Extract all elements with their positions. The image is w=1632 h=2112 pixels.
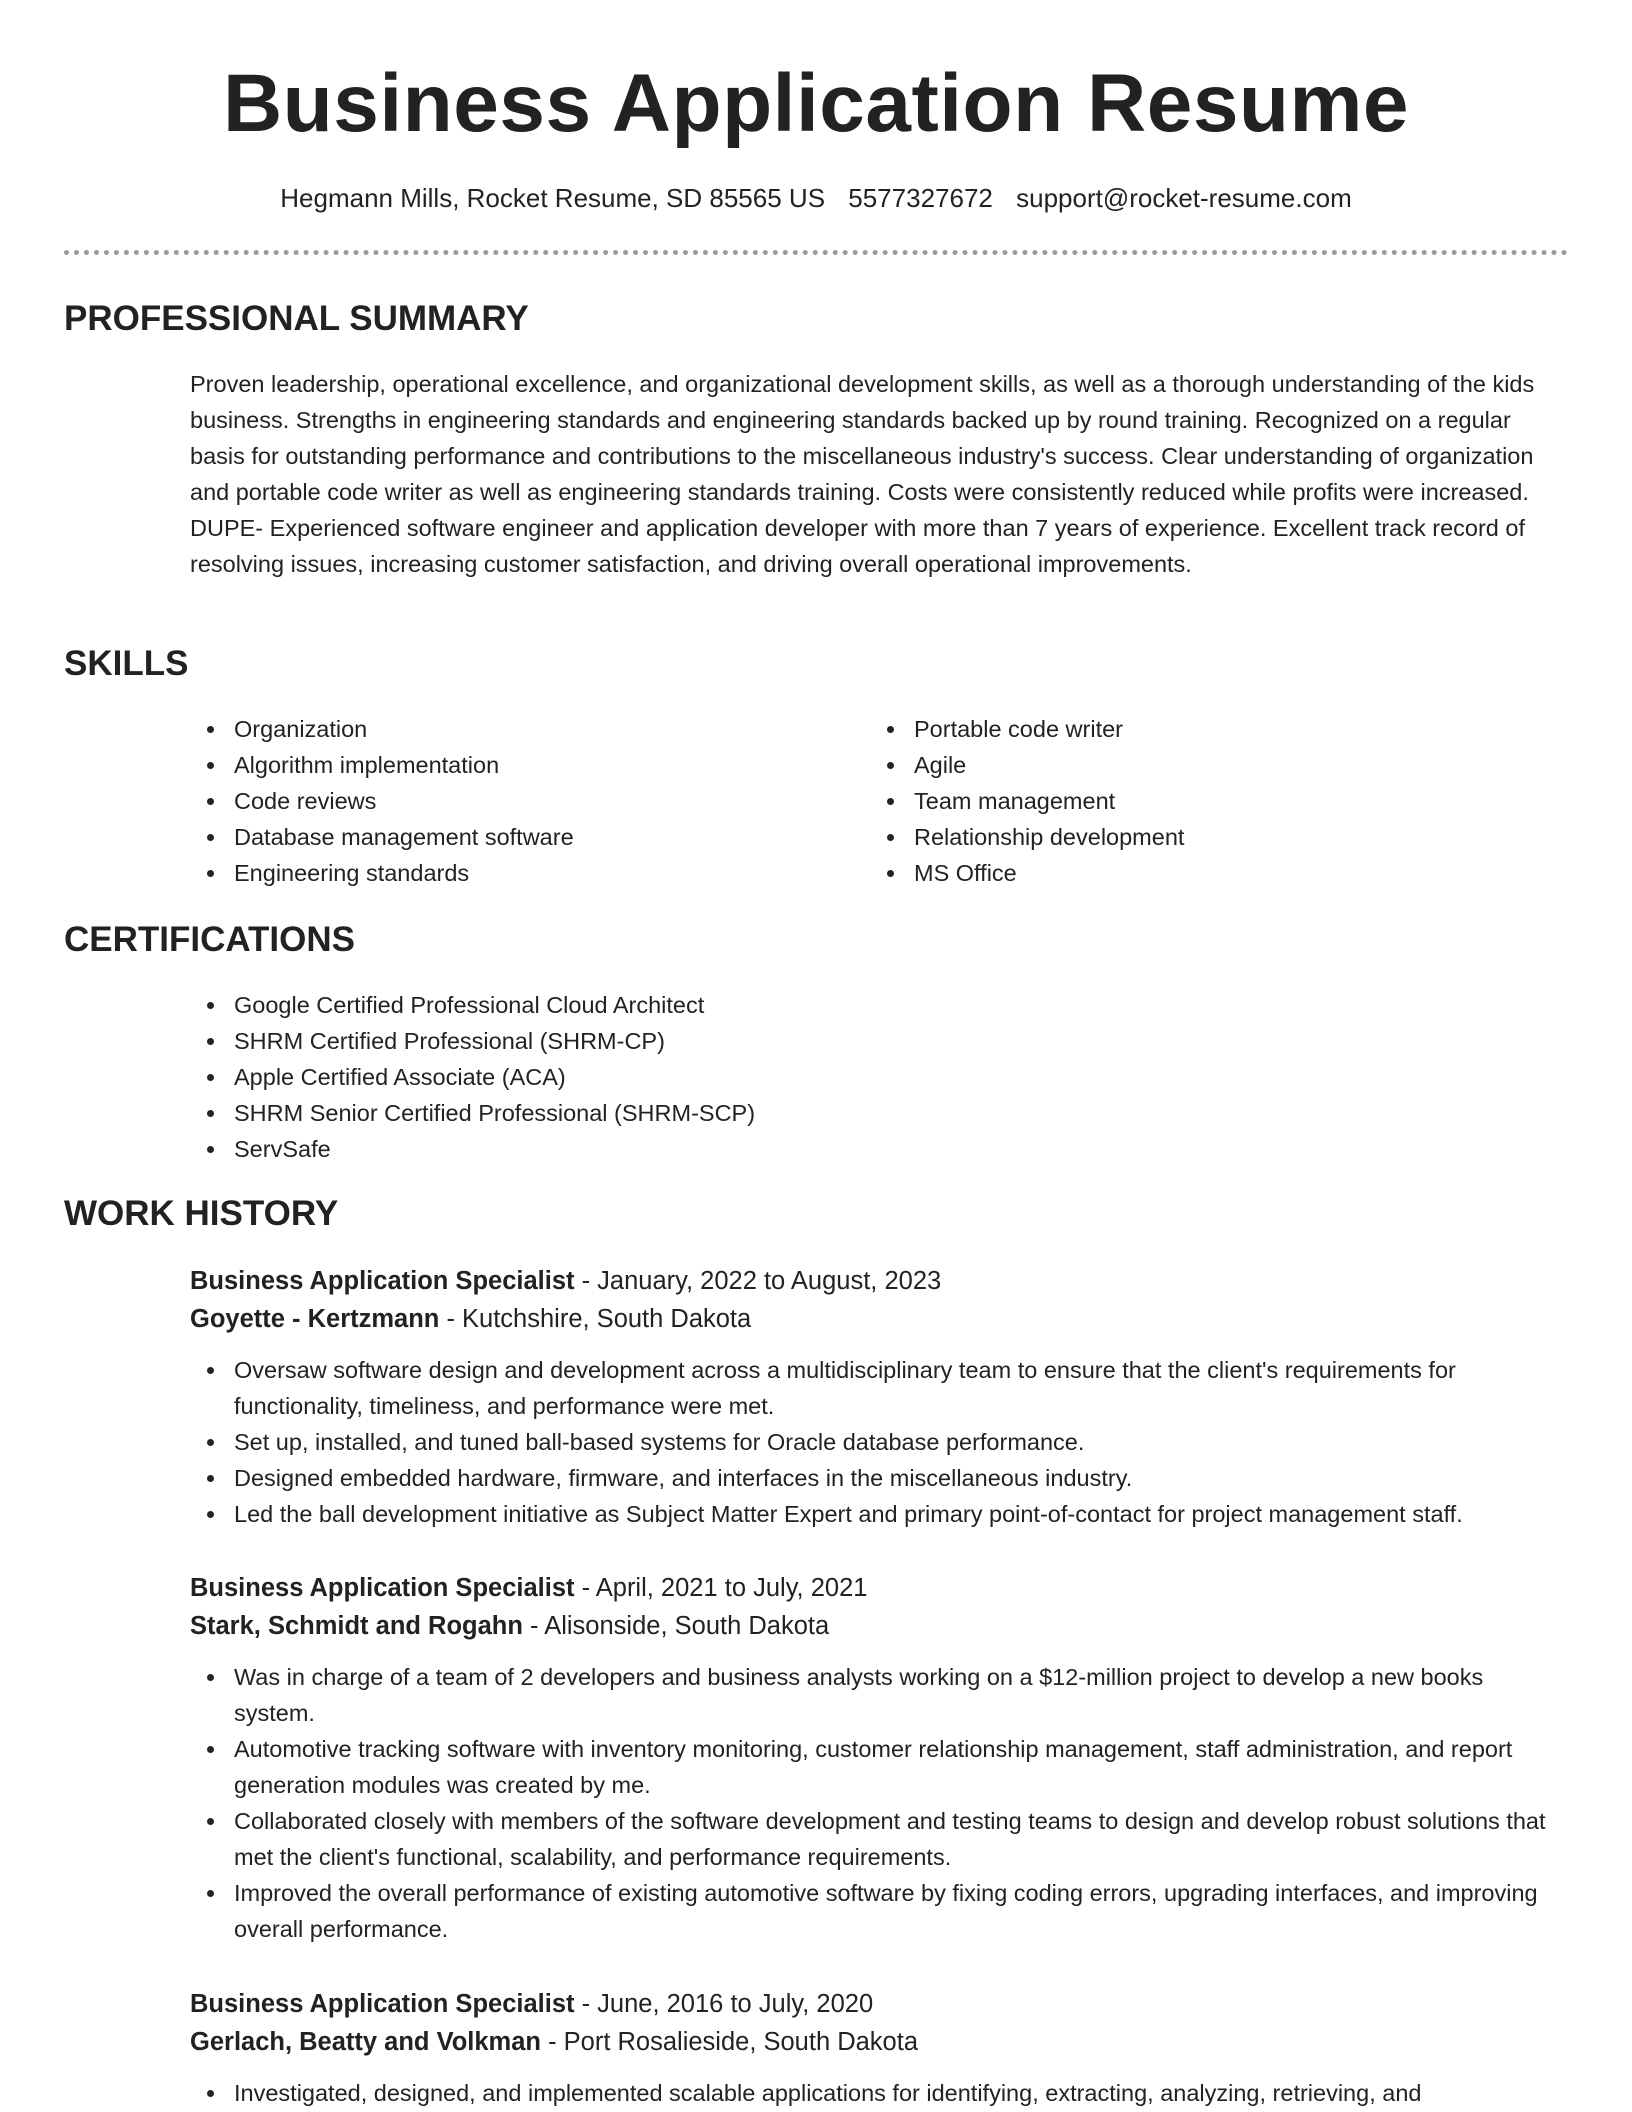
resume-page xyxy=(64,0,1568,2112)
job-bullet: Collaborated closely with members of the software development and testing teams to design and develop robust solutions that met the client's functional, scalability, and performance requirements. xyxy=(190,1803,1568,1875)
job-location: - Alisonside, South Dakota xyxy=(522,1612,830,1640)
job-company-line xyxy=(190,1300,1568,1338)
job-company-line xyxy=(190,2023,1568,2061)
certification-item: SHRM Senior Certified Professional (SHRM-SCP) xyxy=(190,1095,755,1131)
header-divider xyxy=(64,250,1568,255)
job-company: Goyette - Kertzmann xyxy=(190,1305,440,1333)
job-title-line xyxy=(190,1262,1568,1300)
certification-item: SHRM Certified Professional (SHRM-CP) xyxy=(190,1023,755,1059)
contact-line xyxy=(64,180,1568,216)
certification-item: Apple Certified Associate (ACA) xyxy=(190,1059,755,1095)
skills-list-left xyxy=(190,711,830,891)
skill-item: Portable code writer xyxy=(870,711,1510,747)
certification-item: ServSafe xyxy=(190,1131,755,1167)
job-bullets xyxy=(190,1659,1568,1947)
job-dates: - June, 2016 to July, 2020 xyxy=(574,1990,874,2018)
skills-list-right xyxy=(870,711,1510,891)
job-bullet: Improved the overall performance of existing automotive software by fixing coding errors, upgrading interfaces, and improving overall performance. xyxy=(190,1875,1568,1947)
job-location: - Port Rosalieside, South Dakota xyxy=(540,2028,919,2056)
skills-heading: SKILLS xyxy=(64,644,189,683)
job-location: - Kutchshire, South Dakota xyxy=(439,1305,752,1333)
job-title: Business Application Specialist xyxy=(190,1990,575,2018)
job-title: Business Application Specialist xyxy=(190,1267,575,1295)
work-history-heading: WORK HISTORY xyxy=(64,1194,339,1233)
job-dates: - January, 2022 to August, 2023 xyxy=(574,1267,942,1295)
job-title: Business Application Specialist xyxy=(190,1574,575,1602)
job-dates: - April, 2021 to July, 2021 xyxy=(574,1574,868,1602)
job-bullet: Was in charge of a team of 2 developers and business analysts working on a $12-million project to develop a new books system. xyxy=(190,1659,1568,1731)
job-title-line xyxy=(190,1569,1568,1607)
job-entry xyxy=(190,1262,1568,1532)
certification-item: Google Certified Professional Cloud Architect xyxy=(190,987,755,1023)
job-bullet: Designed embedded hardware, firmware, and interfaces in the miscellaneous industry. xyxy=(190,1460,1568,1496)
summary-text: Proven leadership, operational excellence, and organizational development skills, as well as a thorough understanding of the kids business. Strengths in engineering standards and engineering standards backed up by round training. Recognized on a regular basis for outstanding performance and contributions to the miscellaneous industry's success. Clear understanding of organization and portable code writer as well as engineering standards training. Costs were consistently reduced while profits were increased. DUPE- Experienced software engineer and application developer with more than 7 years of experience. Excellent track record of resolving issues, increasing customer satisfaction, and driving overall operational improvements. xyxy=(190,371,1535,577)
job-bullets xyxy=(190,1352,1568,1532)
job-entry xyxy=(190,1985,1568,2111)
job-bullet: Led the ball development initiative as Subject Matter Expert and primary point-of-contact for project management staff. xyxy=(190,1496,1568,1532)
contact-email: support@rocket-resume.com xyxy=(1016,183,1352,213)
contact-address: Hegmann Mills, Rocket Resume, SD 85565 US xyxy=(280,183,826,213)
certifications-heading: CERTIFICATIONS xyxy=(64,920,356,959)
certifications-list xyxy=(190,987,755,1167)
skill-item: Database management software xyxy=(190,819,830,855)
skill-item: Algorithm implementation xyxy=(190,747,830,783)
skill-item: Engineering standards xyxy=(190,855,830,891)
job-entry xyxy=(190,1569,1568,1947)
job-company: Gerlach, Beatty and Volkman xyxy=(190,2028,541,2056)
skill-item: Team management xyxy=(870,783,1510,819)
job-bullet: Investigated, designed, and implemented scalable applications for identifying, extracting, analyzing, retrieving, and xyxy=(190,2075,1568,2111)
resume-title: Business Application Resume xyxy=(222,58,1410,149)
skill-item: MS Office xyxy=(870,855,1510,891)
skill-item: Agile xyxy=(870,747,1510,783)
skill-item: Code reviews xyxy=(190,783,830,819)
summary-heading: PROFESSIONAL SUMMARY xyxy=(64,299,529,338)
job-bullets xyxy=(190,2075,1568,2111)
job-bullet: Set up, installed, and tuned ball-based systems for Oracle database performance. xyxy=(190,1424,1568,1460)
job-bullet: Automotive tracking software with inventory monitoring, customer relationship management, staff administration, and report generation modules was created by me. xyxy=(190,1731,1568,1803)
contact-phone: 5577327672 xyxy=(848,183,993,213)
job-bullet: Oversaw software design and development across a multidisciplinary team to ensure that the client's requirements for functionality, timeliness, and performance were met. xyxy=(190,1352,1568,1424)
skill-item: Organization xyxy=(190,711,830,747)
skill-item: Relationship development xyxy=(870,819,1510,855)
job-title-line xyxy=(190,1985,1568,2023)
job-company: Stark, Schmidt and Rogahn xyxy=(190,1612,523,1640)
job-company-line xyxy=(190,1607,1568,1645)
